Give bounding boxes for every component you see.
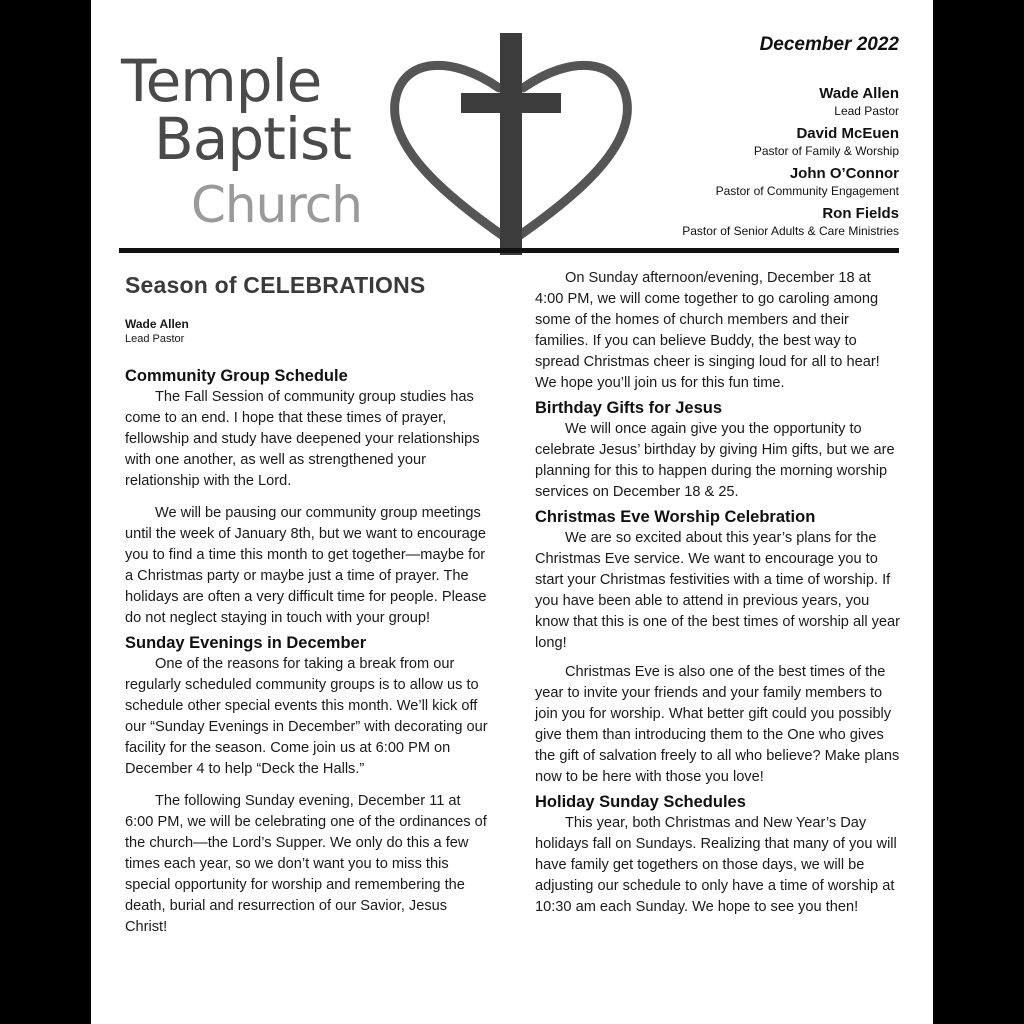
staff-role: Lead Pastor: [834, 104, 899, 118]
section-heading: Christmas Eve Worship Celebration: [535, 508, 816, 526]
paragraph: One of the reasons for taking a break from our regularly scheduled community groups is to allow us to schedule other special events this month. We’ll kick off our “Sunday Evenings in December” with decorating our facility for the season. Come join us at 6:00 PM on December 4 to help “Deck the Halls.”: [125, 656, 488, 777]
section-heading: Birthday Gifts for Jesus: [535, 399, 723, 417]
logo-word-baptist: Baptist: [154, 105, 351, 173]
staff-name: Wade Allen: [819, 85, 899, 102]
church-logo: [121, 47, 381, 242]
byline-role: Lead Pastor: [125, 333, 185, 345]
logo-word-temple: Temple: [121, 47, 322, 115]
paragraph: We will be pausing our community group meetings until the week of January 8th, but we want to encourage you to find a time this month to get together—maybe for a Christmas party or maybe just a time of prayer. The holidays are often a very difficult time for people. Please do not neglect staying in touch with your group!: [125, 505, 487, 626]
paragraph: This year, both Christmas and New Year’s Day holidays fall on Sundays. Realizing that many of you will have family get togethers on those days, we will be adjusting our schedule to only have a time of worship at 10:30 am each Sunday. We hope to see you then!: [535, 815, 897, 915]
section-heading: Sunday Evenings in December: [125, 634, 367, 652]
cross-heart-emblem: [381, 30, 641, 260]
staff-role: Pastor of Senior Adults & Care Ministries: [682, 224, 899, 238]
header-divider: [119, 248, 899, 253]
paragraph: Christmas Eve is also one of the best times of the year to invite your friends and your family members to join you for worship. What better gift could you possibly give them than introducing them to the One who gives the gift of salvation freely to all who believe? Make plans now to be here with those you love!: [535, 664, 900, 785]
paragraph: The Fall Session of community group studies has come to an end. I hope that these times of prayer, fellowship and study have deepened your relationships with one another, as well as strengthened your relationship with the Lord.: [125, 389, 480, 489]
staff-name: John O’Connor: [789, 165, 899, 182]
byline-author: Wade Allen: [125, 317, 189, 331]
paragraph: We will once again give you the opportunity to celebrate Jesus’ birthday by giving Him gifts, but we are planning for this to happen during the morning worship services on December 18 & 25.: [535, 421, 895, 500]
heart-outline-icon: [395, 65, 509, 240]
right-column: [535, 268, 901, 926]
section-heading: Community Group Schedule: [125, 367, 348, 385]
issue-date: December 2022: [759, 34, 899, 55]
newsletter-page: [91, 0, 933, 1024]
staff-name: Ron Fields: [822, 205, 899, 222]
paragraph: The following Sunday evening, December 11 at 6:00 PM, we will be celebrating one of the ordinances of the church—the Lord’s Supper. We only do this a few times each year, so we don’t want you to miss this special opportunity for worship and remembering the death, burial and resurrection of our Savior, Jesus Christ!: [125, 793, 487, 935]
cross-icon: [500, 33, 522, 255]
staff-name: David McEuen: [796, 125, 899, 142]
staff-list: [682, 84, 899, 244]
logo-word-church: Church: [191, 176, 362, 234]
article-title: Season of CELEBRATIONS: [125, 272, 426, 298]
section-heading: Holiday Sunday Schedules: [535, 793, 746, 811]
staff-role: Pastor of Family & Worship: [753, 144, 899, 158]
paragraph: On Sunday afternoon/evening, December 18 at 4:00 PM, we will come together to go caroling among some of the homes of church members and their families. If you can believe Buddy, the best way to spread Christmas cheer is singing loud for all to hear! We hope you’ll join us for this fun time.: [535, 270, 880, 391]
paragraph: We are so excited about this year’s plans for the Christmas Eve service. We want to encourage you to start your Christmas festivities with a time of worship. If you have been able to attend in previous years, you know that this is one of the best times of worship all year long!: [535, 530, 901, 651]
left-column: [125, 270, 489, 949]
staff-role: Pastor of Community Engagement: [715, 184, 899, 198]
